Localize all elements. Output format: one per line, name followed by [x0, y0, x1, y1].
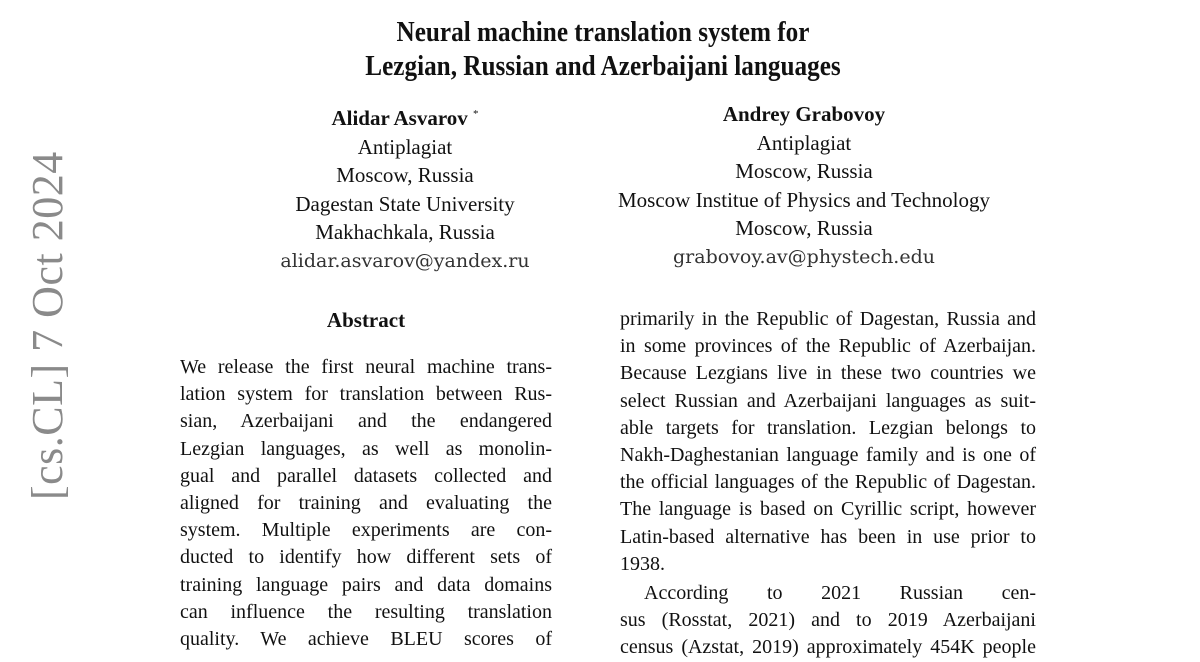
abstract-line: sian, Azerbaijani and the endangered — [180, 410, 552, 433]
abstract-text — [180, 354, 552, 653]
author-location: Moscow, Russia — [735, 159, 873, 183]
author-affiliation: Dagestan State University — [295, 191, 515, 216]
body-line: census (Azstat, 2019) approximately 454K people — [620, 636, 1036, 659]
body-line: According to 2021 Russian cen- — [644, 582, 1036, 605]
body-line: Nakh-Daghestanian language family and is one of — [620, 444, 1036, 467]
body-line: primarily in the Republic of Dagestan, Russia and — [620, 308, 1036, 330]
abstract-line: ducted to identify how different sets of — [180, 546, 552, 569]
paper-title-line-2: Lezgian, Russian and Azerbaijani languages — [365, 51, 841, 82]
paper-title-line-1: Neural machine translation system for — [396, 17, 810, 48]
author-affiliation: Antiplagiat — [756, 130, 852, 155]
author-block-1 — [240, 100, 570, 275]
author-affiliation: Antiplagiat — [357, 134, 453, 159]
abstract-line: We release the first neural machine trans- — [180, 356, 552, 378]
abstract-line: Lezgian languages, as well as monolin- — [180, 437, 552, 460]
abstract-line: training language pairs and data domains — [180, 573, 552, 596]
author-name-text: Alidar Asvarov — [331, 106, 468, 130]
abstract-line: can influence the resulting translation — [180, 600, 552, 623]
abstract-line: system. Multiple experiments are con- — [180, 519, 552, 542]
body-paragraph-2 — [620, 580, 1036, 662]
paper-title — [60, 16, 1145, 84]
body-line: 1938. — [620, 552, 665, 575]
abstract-line: quality. We achieve BLEU scores of — [180, 628, 552, 651]
author-affiliation: Moscow Institue of Physics and Technology — [617, 187, 991, 212]
body-line: Because Lezgians live in these two countries we — [620, 362, 1036, 385]
author-email: alidar.asvarov@yandex.ru — [280, 249, 530, 272]
arxiv-stamp: [cs.CL] 7 Oct 2024 — [23, 151, 72, 500]
author-location: Makhachkala, Russia — [315, 220, 495, 244]
author-name — [574, 100, 1034, 129]
author-email: grabovoy.av@phystech.edu — [673, 245, 935, 268]
author-block-2 — [574, 100, 1034, 271]
author-location: Moscow, Russia — [336, 163, 474, 187]
author-footnote-mark: * — [473, 108, 479, 120]
author-name — [240, 100, 570, 133]
body-column-right — [620, 306, 1036, 662]
body-line: The language is based on Cyrillic script, however — [620, 498, 1036, 521]
body-line: the official languages of the Republic of Dagestan. — [620, 471, 1036, 494]
author-name-text: Andrey Grabovoy — [722, 102, 886, 126]
body-line: able targets for translation. Lezgian belongs to — [620, 416, 1036, 439]
abstract-line: aligned for training and evaluating the — [180, 492, 552, 515]
author-location: Moscow, Russia — [735, 216, 873, 240]
body-line: sus (Rosstat, 2021) and to 2019 Azerbaijani — [620, 609, 1036, 632]
abstract-line: gual and parallel datasets collected and — [180, 464, 552, 487]
body-line: select Russian and Azerbaijani languages as suit- — [620, 389, 1036, 412]
abstract-heading: Abstract — [326, 308, 406, 332]
body-paragraph-1 — [620, 306, 1036, 578]
body-line: in some provinces of the Republic of Azerbaijan. — [620, 335, 1036, 358]
abstract-line: lation system for translation between Rus- — [180, 383, 552, 406]
body-line: Latin-based alternative has been in use prior to — [620, 525, 1036, 548]
